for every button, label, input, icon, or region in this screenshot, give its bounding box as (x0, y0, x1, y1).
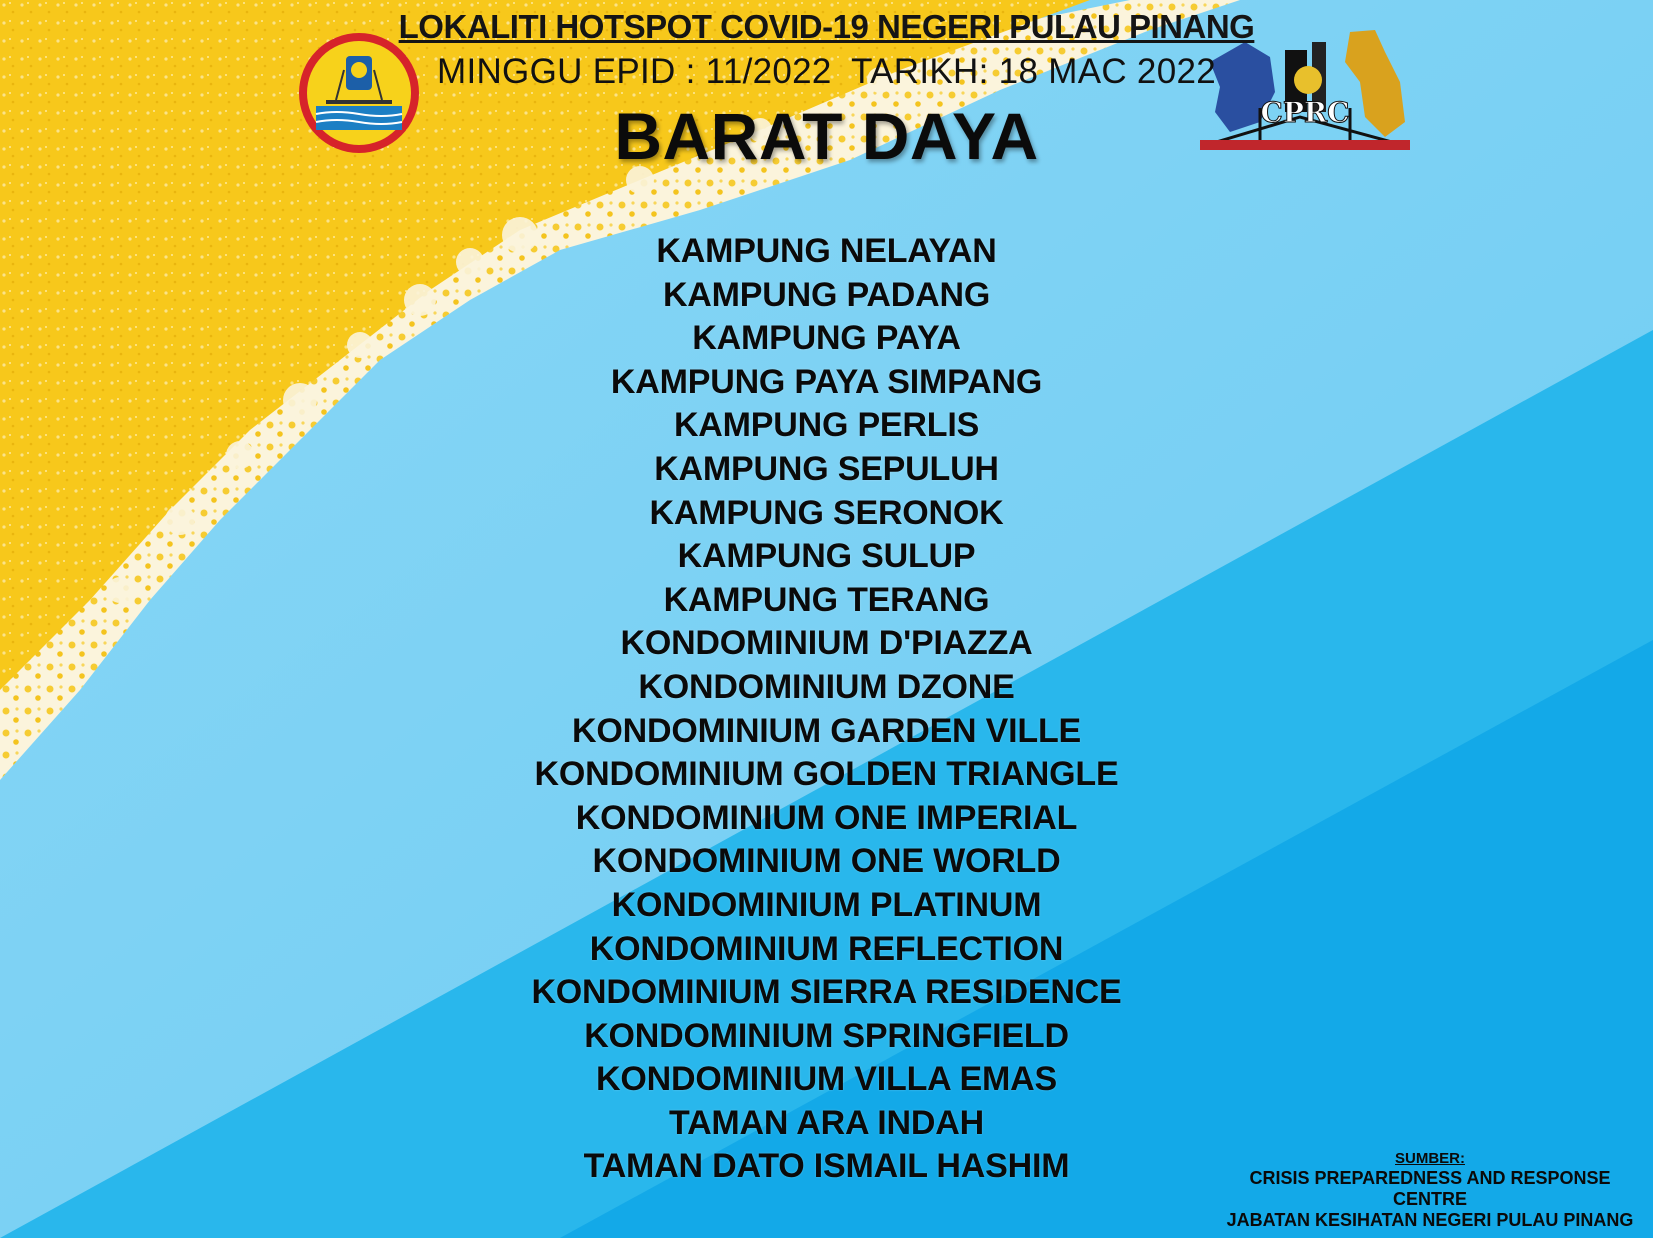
cprc-logo-text: CPRC (1260, 96, 1350, 129)
locality-item: KONDOMINIUM PLATINUM (611, 885, 1042, 924)
locality-item: KONDOMINIUM D'PIAZZA (620, 624, 1033, 663)
locality-item: KONDOMINIUM REFLECTION (589, 929, 1064, 968)
locality-item: TAMAN DATO ISMAIL HASHIM (583, 1147, 1070, 1186)
locality-item: KAMPUNG NELAYAN (656, 232, 997, 270)
locality-item: KONDOMINIUM SPRINGFIELD (584, 1016, 1069, 1055)
locality-item: KAMPUNG SEPULUH (654, 449, 999, 488)
locality-item: KONDOMINIUM ONE WORLD (592, 842, 1061, 881)
locality-item: KAMPUNG PAYA SIMPANG (610, 362, 1043, 401)
locality-item: KAMPUNG SULUP (677, 537, 976, 576)
page-title: LOKALITI HOTSPOT COVID-19 NEGERI PULAU PINANG (398, 8, 1255, 45)
source-line-3: JABATAN KESIHATAN NEGERI PULAU PINANG (1226, 1210, 1634, 1230)
locality-item: KAMPUNG PAYA (692, 319, 961, 358)
locality-item: KONDOMINIUM ONE IMPERIAL (575, 798, 1078, 837)
locality-item: KAMPUNG PERLIS (673, 406, 980, 445)
locality-item: KONDOMINIUM SIERRA RESIDENCE (531, 973, 1122, 1012)
locality-item: KONDOMINIUM DZONE (638, 667, 1015, 706)
locality-item: KAMPUNG SERONOK (649, 493, 1004, 532)
locality-item: KAMPUNG TERANG (663, 580, 990, 619)
epid-week-date: MINGGU EPID : 11/2022 TARIKH: 18 MAC 2022 (436, 52, 1216, 91)
source-line-2: CENTRE (1392, 1189, 1467, 1209)
region-heading: BARAT DAYA (614, 99, 1039, 173)
locality-item: KONDOMINIUM VILLA EMAS (596, 1060, 1057, 1099)
source-label: SUMBER: (1395, 1150, 1465, 1167)
locality-item: KONDOMINIUM GARDEN VILLE (572, 711, 1081, 750)
locality-item: TAMAN ARA INDAH (669, 1103, 984, 1142)
locality-list (0, 230, 1653, 1189)
source-line-1: CRISIS PREPAREDNESS AND RESPONSE (1249, 1168, 1611, 1188)
locality-item: KAMPUNG PADANG (662, 275, 991, 314)
locality-item: KONDOMINIUM GOLDEN TRIANGLE (534, 755, 1119, 794)
source-credit (1220, 1150, 1640, 1231)
